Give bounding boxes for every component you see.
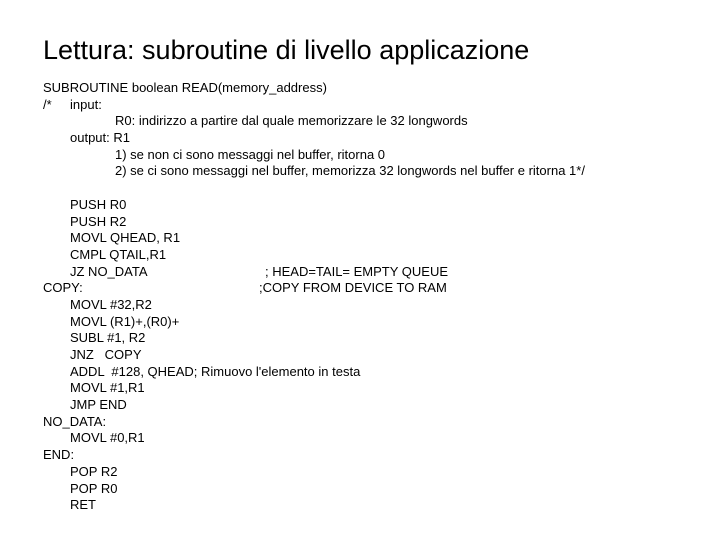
instruction-addl: ADDL #128, QHEAD; Rimuovo l'elemento in testa (70, 363, 361, 379)
blank-line (43, 180, 703, 197)
code-line (43, 297, 703, 314)
instruction-push-r0: PUSH R0 (70, 196, 127, 212)
instruction-ret: RET (70, 497, 96, 513)
code-line (43, 280, 703, 297)
slide-title: Lettura: subroutine di livello applicazione (43, 35, 530, 65)
code-line (43, 497, 703, 514)
instruction-movl-0: MOVL #0,R1 (70, 430, 145, 446)
output-label: output: R1 (70, 130, 130, 146)
code-line (43, 347, 703, 364)
code-line (43, 163, 703, 180)
instruction-push-r2: PUSH R2 (70, 213, 127, 229)
code-line (43, 464, 703, 481)
instruction-movl-r1-r0: MOVL (R1)+,(R0)+ (70, 313, 180, 329)
label-no-data: NO_DATA: (43, 413, 107, 429)
instruction-pop-r0: POP R0 (70, 480, 118, 496)
code-line (43, 481, 703, 498)
input-label: input: (70, 96, 102, 112)
code-line (43, 147, 703, 164)
code-line (43, 364, 703, 381)
code-line (43, 447, 703, 464)
code-line (43, 214, 703, 231)
instruction-jnz-copy: JNZ COPY (70, 347, 142, 362)
label-end: END: (43, 447, 75, 463)
label-copy: COPY: (43, 280, 83, 296)
code-line (43, 397, 703, 414)
output-case-2: 2) se ci sono messaggi nel buffer, memorizza 32 longwords nel buffer e ritorna 1*/ (115, 163, 585, 179)
code-line (43, 197, 703, 214)
code-listing (43, 80, 703, 514)
code-line (43, 414, 703, 431)
code-line (43, 330, 703, 347)
code-line (43, 247, 703, 264)
code-line (43, 430, 703, 447)
instruction-movl-1: MOVL #1,R1 (70, 380, 145, 396)
code-line (43, 97, 703, 114)
instruction-subl: SUBL #1, R2 (70, 330, 146, 346)
instruction-pop-r2: POP R2 (70, 463, 118, 479)
subroutine-signature: SUBROUTINE boolean READ(memory_address) (43, 80, 327, 95)
code-line (43, 314, 703, 331)
instruction-movl-qhead: MOVL QHEAD, R1 (70, 230, 181, 246)
instruction-jmp-end: JMP END (70, 397, 127, 413)
comment-empty-queue: ; HEAD=TAIL= EMPTY QUEUE (265, 263, 449, 279)
instruction-movl-32: MOVL #32,R2 (70, 296, 152, 312)
comment-open: /* (43, 96, 52, 112)
code-line (43, 80, 703, 97)
code-line (43, 380, 703, 397)
code-line (43, 230, 703, 247)
instruction-jz-no-data: JZ NO_DATA (70, 263, 148, 279)
comment-copy-to-ram: ;COPY FROM DEVICE TO RAM (259, 280, 447, 296)
code-line (43, 113, 703, 130)
code-line (43, 130, 703, 147)
input-r0-description: R0: indirizzo a partire dal quale memorizzare le 32 longwords (115, 113, 468, 129)
instruction-cmpl-qtail: CMPL QTAIL,R1 (70, 246, 167, 262)
output-case-1: 1) se non ci sono messaggi nel buffer, ritorna 0 (115, 146, 386, 162)
code-line (43, 264, 703, 281)
